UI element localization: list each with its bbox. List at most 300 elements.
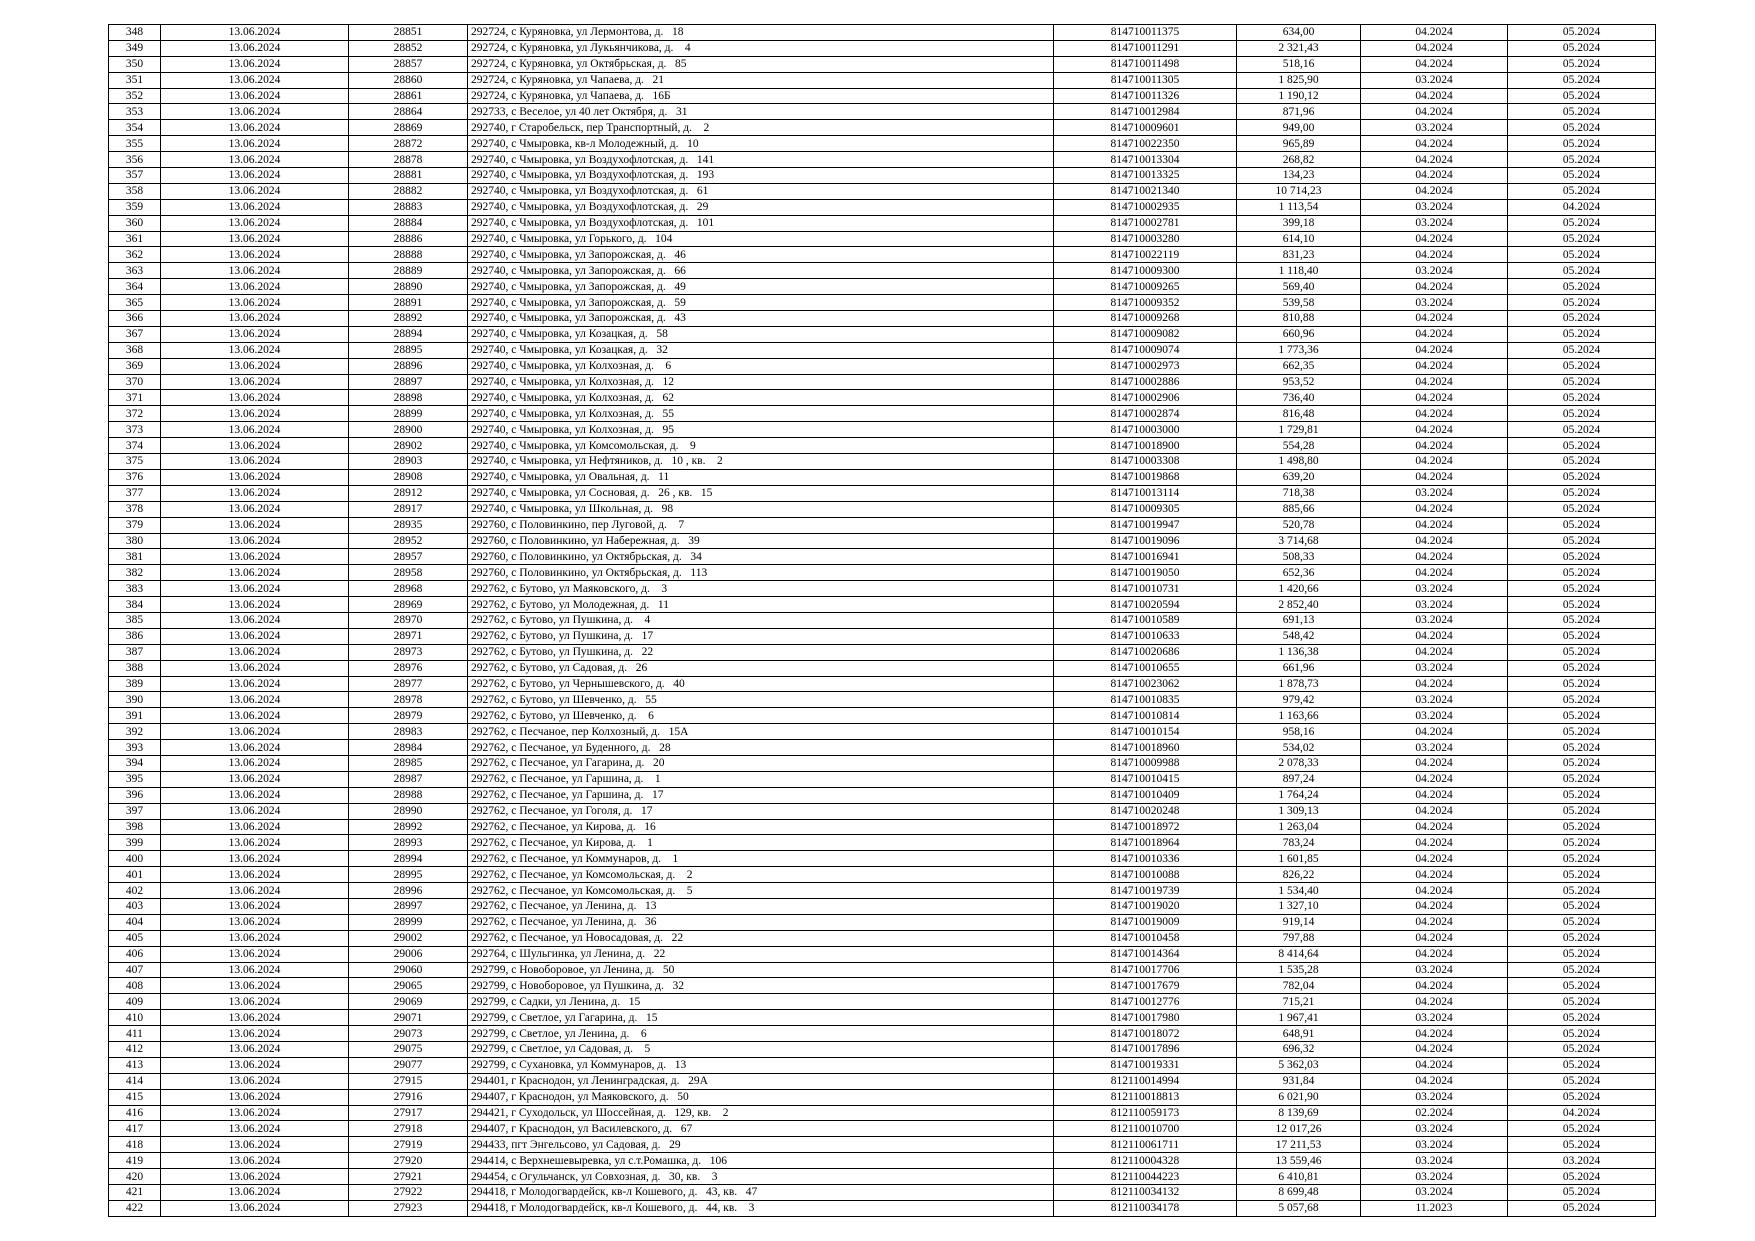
period-to-cell: 05.2024: [1508, 708, 1656, 724]
account-cell: 814710023062: [1054, 676, 1237, 692]
address-cell: 292740, г Старобельск, пер Транспортный, д. 2: [468, 120, 1054, 136]
period-from-cell: 02.2024: [1361, 1105, 1508, 1121]
account-cell: 814710010336: [1054, 851, 1237, 867]
address-cell: 294433, пгт Энгельсово, ул Садовая, д. 29: [468, 1137, 1054, 1153]
row-number: 358: [109, 183, 161, 199]
period-to-cell: 05.2024: [1508, 962, 1656, 978]
address-cell: 292740, с Чмыровка, ул Колхозная, д. 12: [468, 374, 1054, 390]
period-to-cell: 05.2024: [1508, 1042, 1656, 1058]
period-from-cell: 03.2024: [1361, 692, 1508, 708]
date-cell: 13.06.2024: [161, 549, 349, 565]
account-cell: 812110044223: [1054, 1169, 1237, 1185]
table-row: [109, 1185, 1656, 1201]
amount-cell: 810,88: [1237, 311, 1361, 327]
amount-cell: 1 190,12: [1237, 88, 1361, 104]
address-cell: 292764, с Шульгинка, ул Ленина, д. 22: [468, 946, 1054, 962]
date-cell: 13.06.2024: [161, 501, 349, 517]
period-from-cell: 04.2024: [1361, 1073, 1508, 1089]
period-from-cell: 04.2024: [1361, 152, 1508, 168]
doc-number-cell: 28872: [349, 136, 468, 152]
amount-cell: 539,58: [1237, 295, 1361, 311]
account-cell: 814710019868: [1054, 469, 1237, 485]
amount-cell: 919,14: [1237, 914, 1361, 930]
row-number: 356: [109, 152, 161, 168]
account-cell: 814710002781: [1054, 215, 1237, 231]
address-cell: 292740, с Чмыровка, ул Запорожская, д. 49: [468, 279, 1054, 295]
table-row: [109, 771, 1656, 787]
doc-number-cell: 27919: [349, 1137, 468, 1153]
date-cell: 13.06.2024: [161, 358, 349, 374]
address-cell: 292740, с Чмыровка, ул Школьная, д. 98: [468, 501, 1054, 517]
period-from-cell: 04.2024: [1361, 644, 1508, 660]
account-cell: 814710010409: [1054, 787, 1237, 803]
period-to-cell: 05.2024: [1508, 660, 1656, 676]
period-from-cell: 04.2024: [1361, 835, 1508, 851]
doc-number-cell: 27915: [349, 1073, 468, 1089]
row-number: 371: [109, 390, 161, 406]
date-cell: 13.06.2024: [161, 25, 349, 41]
amount-cell: 931,84: [1237, 1073, 1361, 1089]
amount-cell: 782,04: [1237, 978, 1361, 994]
date-cell: 13.06.2024: [161, 311, 349, 327]
doc-number-cell: 28898: [349, 390, 468, 406]
address-cell: 292762, с Бутово, ул Шевченко, д. 55: [468, 692, 1054, 708]
address-cell: 292762, с Песчаное, ул Коммунаров, д. 1: [468, 851, 1054, 867]
doc-number-cell: 28889: [349, 263, 468, 279]
doc-number-cell: 28886: [349, 231, 468, 247]
row-number: 374: [109, 438, 161, 454]
account-cell: 814710010655: [1054, 660, 1237, 676]
amount-cell: 5 362,03: [1237, 1057, 1361, 1073]
account-cell: 814710002874: [1054, 406, 1237, 422]
table-row: [109, 311, 1656, 327]
date-cell: 13.06.2024: [161, 597, 349, 613]
date-cell: 13.06.2024: [161, 1200, 349, 1216]
row-number: 416: [109, 1105, 161, 1121]
period-from-cell: 04.2024: [1361, 883, 1508, 899]
address-cell: 292762, с Песчаное, ул Гагарина, д. 20: [468, 755, 1054, 771]
doc-number-cell: 28883: [349, 199, 468, 215]
doc-number-cell: 28990: [349, 803, 468, 819]
address-cell: 292799, с Светлое, ул Садовая, д. 5: [468, 1042, 1054, 1058]
date-cell: 13.06.2024: [161, 565, 349, 581]
account-cell: 814710009601: [1054, 120, 1237, 136]
amount-cell: 6 021,90: [1237, 1089, 1361, 1105]
row-number: 381: [109, 549, 161, 565]
doc-number-cell: 28985: [349, 755, 468, 771]
table-row: [109, 724, 1656, 740]
doc-number-cell: 28976: [349, 660, 468, 676]
row-number: 372: [109, 406, 161, 422]
amount-cell: 520,78: [1237, 517, 1361, 533]
address-cell: 292760, с Половинкино, ул Октябрьская, д. 34: [468, 549, 1054, 565]
date-cell: 13.06.2024: [161, 1137, 349, 1153]
date-cell: 13.06.2024: [161, 1026, 349, 1042]
date-cell: 13.06.2024: [161, 295, 349, 311]
date-cell: 13.06.2024: [161, 469, 349, 485]
period-to-cell: 05.2024: [1508, 883, 1656, 899]
account-cell: 814710013325: [1054, 168, 1237, 184]
doc-number-cell: 28970: [349, 612, 468, 628]
period-from-cell: 04.2024: [1361, 40, 1508, 56]
amount-cell: 634,00: [1237, 25, 1361, 41]
date-cell: 13.06.2024: [161, 533, 349, 549]
period-from-cell: 04.2024: [1361, 994, 1508, 1010]
row-number: 359: [109, 199, 161, 215]
period-from-cell: 04.2024: [1361, 25, 1508, 41]
doc-number-cell: 29075: [349, 1042, 468, 1058]
table-row: [109, 454, 1656, 470]
period-to-cell: 05.2024: [1508, 549, 1656, 565]
period-to-cell: 05.2024: [1508, 1010, 1656, 1026]
amount-cell: 783,24: [1237, 835, 1361, 851]
row-number: 350: [109, 56, 161, 72]
amount-cell: 548,42: [1237, 628, 1361, 644]
doc-number-cell: 28969: [349, 597, 468, 613]
doc-number-cell: 27922: [349, 1185, 468, 1201]
row-number: 384: [109, 597, 161, 613]
period-from-cell: 04.2024: [1361, 803, 1508, 819]
row-number: 422: [109, 1200, 161, 1216]
row-number: 385: [109, 612, 161, 628]
date-cell: 13.06.2024: [161, 88, 349, 104]
period-from-cell: 03.2024: [1361, 199, 1508, 215]
row-number: 354: [109, 120, 161, 136]
amount-cell: 8 139,69: [1237, 1105, 1361, 1121]
amount-cell: 2 321,43: [1237, 40, 1361, 56]
address-cell: 292740, с Чмыровка, ул Воздухофлотская, д. 29: [468, 199, 1054, 215]
account-cell: 814710018964: [1054, 835, 1237, 851]
account-cell: 814710011326: [1054, 88, 1237, 104]
date-cell: 13.06.2024: [161, 72, 349, 88]
period-to-cell: 05.2024: [1508, 565, 1656, 581]
row-number: 392: [109, 724, 161, 740]
amount-cell: 1 534,40: [1237, 883, 1361, 899]
amount-cell: 1 163,66: [1237, 708, 1361, 724]
doc-number-cell: 28878: [349, 152, 468, 168]
period-to-cell: 05.2024: [1508, 1200, 1656, 1216]
doc-number-cell: 28884: [349, 215, 468, 231]
amount-cell: 13 559,46: [1237, 1153, 1361, 1169]
account-cell: 814710009305: [1054, 501, 1237, 517]
account-cell: 814710022350: [1054, 136, 1237, 152]
doc-number-cell: 28894: [349, 326, 468, 342]
doc-number-cell: 28899: [349, 406, 468, 422]
address-cell: 292762, с Песчаное, ул Ленина, д. 13: [468, 898, 1054, 914]
table-row: [109, 1105, 1656, 1121]
date-cell: 13.06.2024: [161, 930, 349, 946]
period-to-cell: 05.2024: [1508, 930, 1656, 946]
period-to-cell: 05.2024: [1508, 612, 1656, 628]
doc-number-cell: 28979: [349, 708, 468, 724]
address-cell: 292740, с Чмыровка, ул Воздухофлотская, д. 61: [468, 183, 1054, 199]
date-cell: 13.06.2024: [161, 581, 349, 597]
doc-number-cell: 28891: [349, 295, 468, 311]
row-number: 417: [109, 1121, 161, 1137]
period-from-cell: 03.2024: [1361, 740, 1508, 756]
period-to-cell: 05.2024: [1508, 40, 1656, 56]
doc-number-cell: 29006: [349, 946, 468, 962]
date-cell: 13.06.2024: [161, 1089, 349, 1105]
doc-number-cell: 27917: [349, 1105, 468, 1121]
row-number: 409: [109, 994, 161, 1010]
row-number: 403: [109, 898, 161, 914]
account-cell: 814710011375: [1054, 25, 1237, 41]
amount-cell: 736,40: [1237, 390, 1361, 406]
period-from-cell: 04.2024: [1361, 104, 1508, 120]
period-to-cell: 05.2024: [1508, 581, 1656, 597]
period-from-cell: 04.2024: [1361, 311, 1508, 327]
amount-cell: 1 825,90: [1237, 72, 1361, 88]
period-to-cell: 05.2024: [1508, 819, 1656, 835]
row-number: 396: [109, 787, 161, 803]
row-number: 394: [109, 755, 161, 771]
date-cell: 13.06.2024: [161, 438, 349, 454]
table-row: [109, 72, 1656, 88]
doc-number-cell: 28908: [349, 469, 468, 485]
account-cell: 814710018960: [1054, 740, 1237, 756]
address-cell: 292762, с Песчаное, ул Новосадовая, д. 22: [468, 930, 1054, 946]
amount-cell: 696,32: [1237, 1042, 1361, 1058]
row-number: 368: [109, 342, 161, 358]
doc-number-cell: 28860: [349, 72, 468, 88]
row-number: 352: [109, 88, 161, 104]
amount-cell: 5 057,68: [1237, 1200, 1361, 1216]
doc-number-cell: 28971: [349, 628, 468, 644]
period-from-cell: 03.2024: [1361, 485, 1508, 501]
table-row: [109, 1042, 1656, 1058]
address-cell: 294407, г Краснодон, ул Василевского, д. 67: [468, 1121, 1054, 1137]
account-cell: 814710003308: [1054, 454, 1237, 470]
account-cell: 812110061711: [1054, 1137, 1237, 1153]
doc-number-cell: 29065: [349, 978, 468, 994]
address-cell: 292762, с Песчаное, ул Гаршина, д. 17: [468, 787, 1054, 803]
amount-cell: 691,13: [1237, 612, 1361, 628]
address-cell: 292740, с Чмыровка, ул Козацкая, д. 32: [468, 342, 1054, 358]
account-cell: 814710010458: [1054, 930, 1237, 946]
doc-number-cell: 28997: [349, 898, 468, 914]
period-from-cell: 03.2024: [1361, 1121, 1508, 1137]
period-from-cell: 04.2024: [1361, 454, 1508, 470]
doc-number-cell: 28973: [349, 644, 468, 660]
address-cell: 292762, с Песчаное, ул Кирова, д. 1: [468, 835, 1054, 851]
row-number: 399: [109, 835, 161, 851]
address-cell: 292724, с Куряновка, ул Лукьянчикова, д. 4: [468, 40, 1054, 56]
period-to-cell: 05.2024: [1508, 597, 1656, 613]
period-to-cell: 05.2024: [1508, 1169, 1656, 1185]
account-cell: 812110004328: [1054, 1153, 1237, 1169]
doc-number-cell: 28864: [349, 104, 468, 120]
address-cell: 292740, с Чмыровка, ул Запорожская, д. 59: [468, 295, 1054, 311]
table-row: [109, 565, 1656, 581]
period-to-cell: 05.2024: [1508, 1137, 1656, 1153]
date-cell: 13.06.2024: [161, 1105, 349, 1121]
period-from-cell: 03.2024: [1361, 295, 1508, 311]
period-from-cell: 04.2024: [1361, 930, 1508, 946]
amount-cell: 958,16: [1237, 724, 1361, 740]
account-cell: 814710010731: [1054, 581, 1237, 597]
period-to-cell: 05.2024: [1508, 247, 1656, 263]
date-cell: 13.06.2024: [161, 136, 349, 152]
address-cell: 292740, с Чмыровка, ул Козацкая, д. 58: [468, 326, 1054, 342]
doc-number-cell: 28984: [349, 740, 468, 756]
period-from-cell: 04.2024: [1361, 787, 1508, 803]
date-cell: 13.06.2024: [161, 628, 349, 644]
period-from-cell: 04.2024: [1361, 1042, 1508, 1058]
row-number: 349: [109, 40, 161, 56]
table-row: [109, 136, 1656, 152]
table-row: [109, 597, 1656, 613]
date-cell: 13.06.2024: [161, 835, 349, 851]
table-row: [109, 279, 1656, 295]
table-row: [109, 152, 1656, 168]
period-to-cell: 05.2024: [1508, 740, 1656, 756]
date-cell: 13.06.2024: [161, 1057, 349, 1073]
table-row: [109, 104, 1656, 120]
doc-number-cell: 28903: [349, 454, 468, 470]
address-cell: 292740, с Чмыровка, ул Колхозная, д. 6: [468, 358, 1054, 374]
account-cell: 814710018072: [1054, 1026, 1237, 1042]
account-cell: 814710013114: [1054, 485, 1237, 501]
period-from-cell: 03.2024: [1361, 1153, 1508, 1169]
address-cell: 292724, с Куряновка, ул Лермонтова, д. 18: [468, 25, 1054, 41]
date-cell: 13.06.2024: [161, 946, 349, 962]
doc-number-cell: 29077: [349, 1057, 468, 1073]
account-cell: 814710009268: [1054, 311, 1237, 327]
amount-cell: 897,24: [1237, 771, 1361, 787]
account-cell: 814710002973: [1054, 358, 1237, 374]
period-to-cell: 05.2024: [1508, 25, 1656, 41]
table-row: [109, 1073, 1656, 1089]
amount-cell: 953,52: [1237, 374, 1361, 390]
account-cell: 814710009265: [1054, 279, 1237, 295]
account-cell: 814710009300: [1054, 263, 1237, 279]
address-cell: 292762, с Песчаное, ул Гаршина, д. 1: [468, 771, 1054, 787]
period-to-cell: 05.2024: [1508, 422, 1656, 438]
address-cell: 292724, с Куряновка, ул Чапаева, д. 16Б: [468, 88, 1054, 104]
row-number: 378: [109, 501, 161, 517]
period-from-cell: 04.2024: [1361, 231, 1508, 247]
doc-number-cell: 28888: [349, 247, 468, 263]
amount-cell: 885,66: [1237, 501, 1361, 517]
doc-number-cell: 28992: [349, 819, 468, 835]
doc-number-cell: 28882: [349, 183, 468, 199]
row-number: 410: [109, 1010, 161, 1026]
date-cell: 13.06.2024: [161, 1153, 349, 1169]
amount-cell: 831,23: [1237, 247, 1361, 263]
row-number: 353: [109, 104, 161, 120]
period-from-cell: 04.2024: [1361, 914, 1508, 930]
table-row: [109, 1026, 1656, 1042]
address-cell: 292762, с Бутово, ул Пушкина, д. 17: [468, 628, 1054, 644]
doc-number-cell: 28983: [349, 724, 468, 740]
doc-number-cell: 28900: [349, 422, 468, 438]
period-to-cell: 05.2024: [1508, 263, 1656, 279]
period-to-cell: 05.2024: [1508, 358, 1656, 374]
period-from-cell: 04.2024: [1361, 501, 1508, 517]
amount-cell: 2 078,33: [1237, 755, 1361, 771]
account-cell: 814710020686: [1054, 644, 1237, 660]
period-from-cell: 04.2024: [1361, 390, 1508, 406]
address-cell: 292762, с Бутово, ул Маяковского, д. 3: [468, 581, 1054, 597]
address-cell: 292740, с Чмыровка, ул Комсомольская, д. 9: [468, 438, 1054, 454]
row-number: 402: [109, 883, 161, 899]
address-cell: 294401, г Краснодон, ул Ленинградская, д. 29А: [468, 1073, 1054, 1089]
table-row: [109, 56, 1656, 72]
table-row: [109, 501, 1656, 517]
account-cell: 814710018972: [1054, 819, 1237, 835]
table-row: [109, 612, 1656, 628]
period-from-cell: 03.2024: [1361, 660, 1508, 676]
address-cell: 292799, с Садки, ул Ленина, д. 15: [468, 994, 1054, 1010]
period-from-cell: 04.2024: [1361, 549, 1508, 565]
date-cell: 13.06.2024: [161, 692, 349, 708]
date-cell: 13.06.2024: [161, 819, 349, 835]
table-row: [109, 1153, 1656, 1169]
period-from-cell: 03.2024: [1361, 1169, 1508, 1185]
date-cell: 13.06.2024: [161, 56, 349, 72]
table-row: [109, 819, 1656, 835]
amount-cell: 399,18: [1237, 215, 1361, 231]
address-cell: 292762, с Бутово, ул Чернышевского, д. 40: [468, 676, 1054, 692]
table-row: [109, 787, 1656, 803]
amount-cell: 614,10: [1237, 231, 1361, 247]
table-body: [109, 25, 1656, 1217]
amount-cell: 8 699,48: [1237, 1185, 1361, 1201]
table-row: [109, 914, 1656, 930]
doc-number-cell: 29060: [349, 962, 468, 978]
date-cell: 13.06.2024: [161, 644, 349, 660]
date-cell: 13.06.2024: [161, 183, 349, 199]
period-from-cell: 04.2024: [1361, 279, 1508, 295]
period-to-cell: 05.2024: [1508, 454, 1656, 470]
row-number: 413: [109, 1057, 161, 1073]
address-cell: 292740, с Чмыровка, ул Сосновая, д. 26 , кв. 15: [468, 485, 1054, 501]
table-row: [109, 628, 1656, 644]
row-number: 421: [109, 1185, 161, 1201]
amount-cell: 715,21: [1237, 994, 1361, 1010]
doc-number-cell: 29069: [349, 994, 468, 1010]
period-from-cell: 03.2024: [1361, 72, 1508, 88]
period-from-cell: 03.2024: [1361, 1089, 1508, 1105]
row-number: 406: [109, 946, 161, 962]
amount-cell: 1 118,40: [1237, 263, 1361, 279]
date-cell: 13.06.2024: [161, 1073, 349, 1089]
period-from-cell: 04.2024: [1361, 88, 1508, 104]
table-row: [109, 803, 1656, 819]
period-to-cell: 05.2024: [1508, 501, 1656, 517]
date-cell: 13.06.2024: [161, 168, 349, 184]
amount-cell: 8 414,64: [1237, 946, 1361, 962]
doc-number-cell: 29002: [349, 930, 468, 946]
account-cell: 814710010088: [1054, 867, 1237, 883]
period-from-cell: 03.2024: [1361, 597, 1508, 613]
address-cell: 292799, с Новоборовое, ул Ленина, д. 50: [468, 962, 1054, 978]
period-to-cell: 05.2024: [1508, 56, 1656, 72]
period-to-cell: 05.2024: [1508, 1057, 1656, 1073]
row-number: 376: [109, 469, 161, 485]
period-from-cell: 04.2024: [1361, 898, 1508, 914]
account-cell: 814710002886: [1054, 374, 1237, 390]
table-row: [109, 40, 1656, 56]
period-to-cell: 05.2024: [1508, 914, 1656, 930]
table-row: [109, 295, 1656, 311]
period-from-cell: 04.2024: [1361, 358, 1508, 374]
period-from-cell: 04.2024: [1361, 867, 1508, 883]
row-number: 387: [109, 644, 161, 660]
period-from-cell: 04.2024: [1361, 771, 1508, 787]
address-cell: 294454, с Огульчанск, ул Совхозная, д. 30, кв. 3: [468, 1169, 1054, 1185]
